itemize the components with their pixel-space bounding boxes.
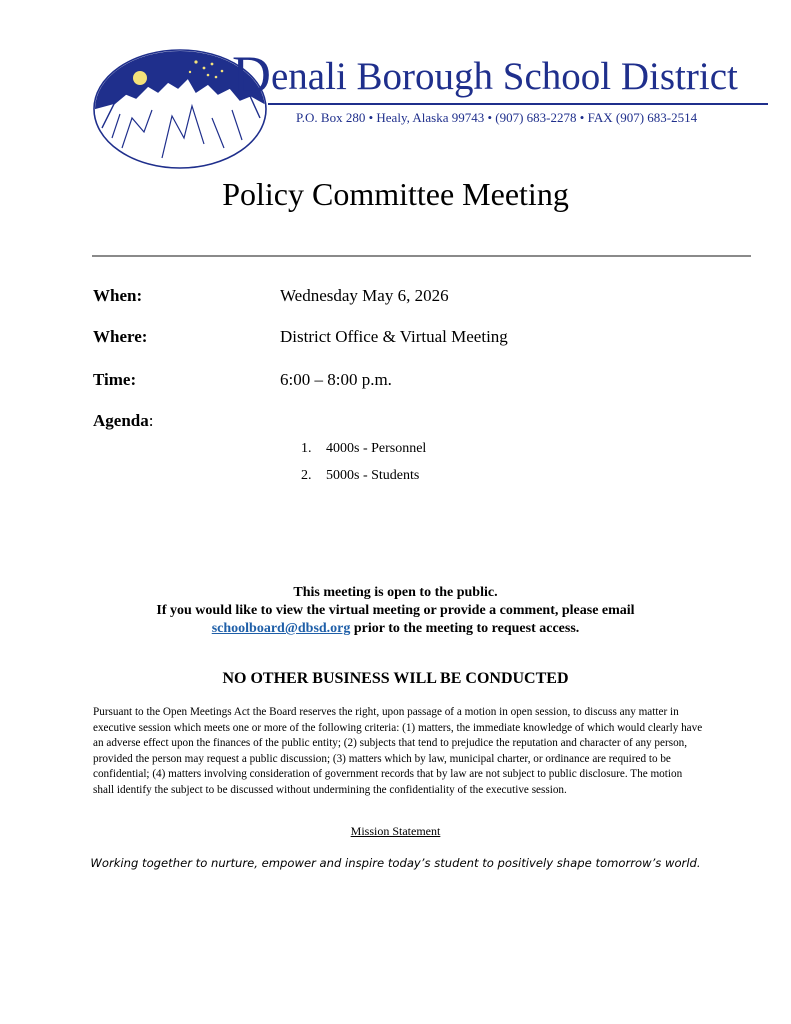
agenda-label-colon: :	[148, 411, 154, 430]
agenda-item-text: 5000s - Students	[326, 468, 420, 483]
agenda-label-text: Agenda	[93, 411, 149, 430]
public-notice	[0, 584, 791, 638]
header-divider	[268, 103, 768, 105]
email-link[interactable]: schoolboard@dbsd.org	[211, 621, 351, 636]
public-notice-line3-rest: prior to the meeting to request access.	[350, 621, 580, 636]
district-address: P.O. Box 280 • Healy, Alaska 99743 • (907) 683-2278 • FAX (907) 683-2514	[296, 110, 698, 125]
mission-text: Working together to nurture, empower and inspire today’s student to positively shape tomorrow’s world.	[90, 856, 701, 870]
agenda-item	[301, 468, 419, 484]
public-notice-line2: If you would like to view the virtual meeting or provide a comment, please email	[156, 603, 635, 618]
district-name-rest: enali Borough School District	[271, 55, 738, 98]
mission-heading: Mission Statement	[350, 824, 441, 838]
time-label: Time:	[93, 370, 137, 389]
time-value: 6:00 – 8:00 p.m.	[280, 370, 392, 389]
page-title: Policy Committee Meeting	[222, 176, 569, 212]
agenda-item	[301, 441, 426, 457]
agenda-item-text: 4000s - Personnel	[326, 441, 427, 456]
where-label: Where:	[93, 327, 148, 346]
title-divider	[92, 255, 751, 257]
district-name	[232, 44, 738, 105]
agenda-label	[93, 411, 153, 431]
where-value: District Office & Virtual Meeting	[280, 327, 508, 346]
agenda-item-number: 1.	[301, 441, 312, 456]
public-notice-line3	[0, 620, 791, 638]
no-business-heading: NO OTHER BUSINESS WILL BE CONDUCTED	[222, 670, 569, 687]
public-notice-line1: This meeting is open to the public.	[293, 585, 498, 600]
district-name-initial: D	[232, 45, 271, 105]
open-meetings-act-text: Pursuant to the Open Meetings Act the Board reserves the right, upon passage of a motion in open session, to discuss any matter in executive session which meets one or more of the following criteria: (1) matters, the immediate knowledge of which would clearly have an adverse effect upon the finances of the public entity; (2) subjects that tend to prejudice the reputation and character of any person, provided the person may request a public discussion; (3) matters which by law, municipal charter, or ordinance are required to be confidential; (4) matters involving consideration of government records that by law are not subject to public disclosure. The motion shall identify the subject to be discussed without undermining the confidentiality of the executive session.	[93, 706, 703, 796]
when-label: When:	[93, 286, 143, 305]
agenda-item-number: 2.	[301, 468, 312, 483]
when-value: Wednesday May 6, 2026	[280, 286, 449, 305]
